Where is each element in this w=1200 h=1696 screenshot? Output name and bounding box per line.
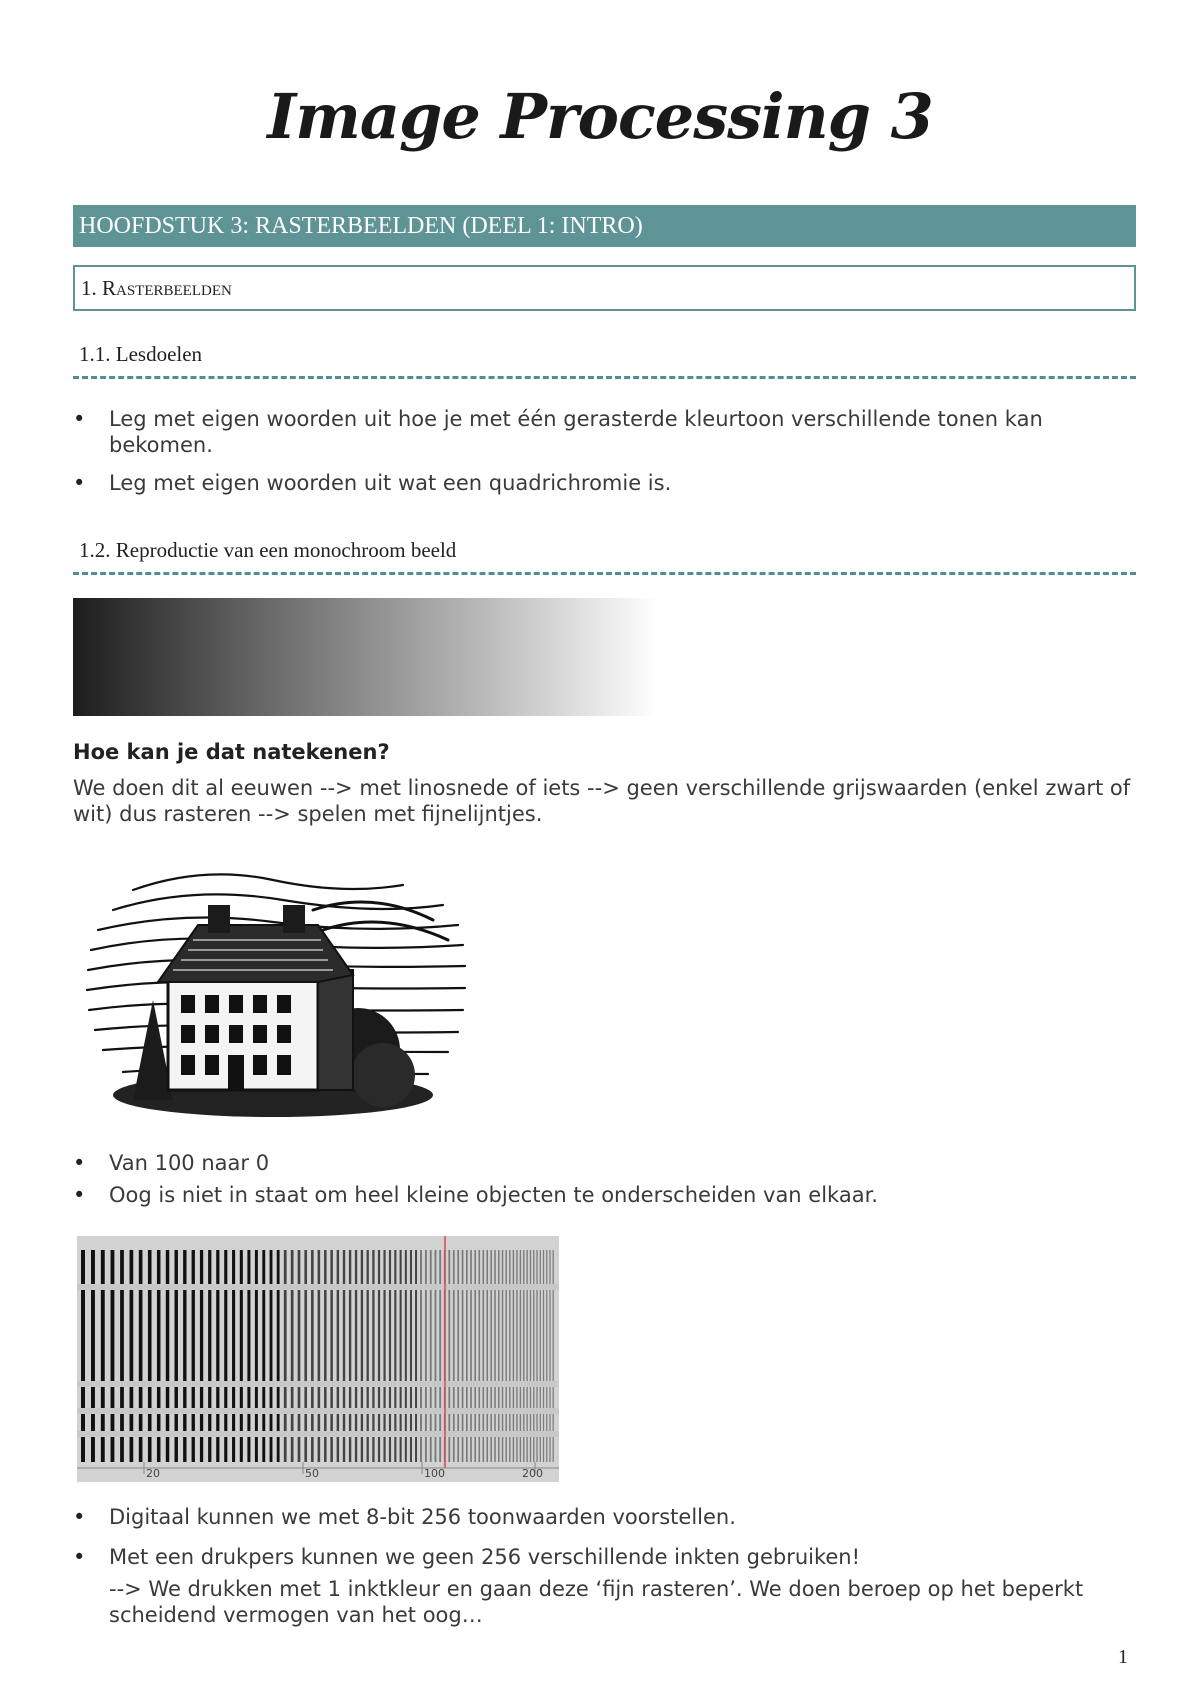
pattern-bar bbox=[457, 1250, 459, 1462]
pattern-bar bbox=[372, 1250, 374, 1462]
list-item bbox=[73, 470, 1136, 496]
list-item bbox=[73, 1544, 1136, 1628]
tick-label: 20 bbox=[146, 1467, 160, 1480]
pattern-bar bbox=[420, 1250, 422, 1462]
pattern-bar bbox=[240, 1250, 243, 1462]
pattern-bar bbox=[478, 1250, 480, 1462]
pattern-bar bbox=[318, 1250, 321, 1462]
list-item-text: Leg met eigen woorden uit wat een quadrichromie is. bbox=[109, 471, 672, 495]
question-heading: Hoe kan je dat natekenen? bbox=[73, 740, 390, 764]
engraving-house-illustration bbox=[73, 850, 473, 1135]
pattern-bar bbox=[516, 1250, 517, 1462]
pattern-bar bbox=[494, 1250, 496, 1462]
pattern-bar bbox=[216, 1250, 219, 1462]
pattern-bar bbox=[200, 1250, 203, 1462]
goals-list bbox=[73, 406, 1136, 496]
pattern-bar bbox=[284, 1250, 287, 1462]
pattern-bar bbox=[166, 1250, 169, 1462]
list-item bbox=[73, 1150, 1136, 1176]
pattern-bar bbox=[383, 1250, 385, 1462]
pattern-bar bbox=[540, 1250, 541, 1462]
pattern-bar bbox=[400, 1250, 402, 1462]
pattern-bar bbox=[270, 1250, 273, 1462]
pattern-bar bbox=[291, 1250, 294, 1462]
list-item bbox=[73, 1182, 1136, 1208]
pattern-bar bbox=[394, 1250, 396, 1462]
resolution-test-chart bbox=[77, 1236, 559, 1482]
subsection-heading-lesdoelen: 1.1. Lesdoelen bbox=[79, 342, 203, 366]
pattern-bar bbox=[410, 1250, 412, 1462]
pattern-bar bbox=[523, 1250, 524, 1462]
pattern-bar bbox=[101, 1250, 105, 1462]
pattern-bar bbox=[157, 1250, 161, 1462]
subsection-heading-reproductie: 1.2. Reproductie van een monochroom beeld bbox=[79, 538, 457, 562]
pattern-bar bbox=[462, 1250, 464, 1462]
pattern-bar bbox=[498, 1250, 499, 1462]
pattern-bar bbox=[324, 1250, 327, 1462]
pattern-bar bbox=[361, 1250, 363, 1462]
pattern-bar bbox=[490, 1250, 492, 1462]
pattern-bar bbox=[553, 1250, 554, 1462]
tick-label: 200 bbox=[522, 1467, 543, 1480]
pattern-bar bbox=[389, 1250, 391, 1462]
pattern-bar bbox=[435, 1250, 437, 1462]
pattern-bar bbox=[130, 1250, 134, 1462]
pattern-bar bbox=[509, 1250, 510, 1462]
list-item-text: Met een drukpers kunnen we geen 256 verschillende inkten gebruiken! bbox=[109, 1545, 861, 1569]
list-item-continuation: --> We drukken met 1 inktkleur en gaan deze ‘fijn rasteren’. We doen beroep op het beperkt scheidend vermogen van het oog… bbox=[109, 1577, 1084, 1627]
pattern-bar bbox=[255, 1250, 258, 1462]
page-title: Image Processing 3 bbox=[267, 80, 933, 153]
list-item-text: Oog is niet in staat om heel kleine objecten te onderscheiden van elkaar. bbox=[109, 1183, 878, 1207]
pattern-bar bbox=[139, 1250, 143, 1462]
bullet-icon: • bbox=[73, 1505, 86, 1529]
pattern-bar bbox=[277, 1250, 280, 1462]
pattern-bar bbox=[470, 1250, 472, 1462]
pattern-bar bbox=[549, 1250, 550, 1462]
pattern-bar bbox=[530, 1250, 531, 1462]
pattern-bar bbox=[148, 1250, 152, 1462]
bullet-icon: • bbox=[73, 471, 86, 495]
page-number: 1 bbox=[1118, 1646, 1128, 1668]
pattern-bar bbox=[505, 1250, 506, 1462]
pattern-bar bbox=[81, 1250, 85, 1462]
pattern-bar bbox=[175, 1250, 178, 1462]
pattern-bar bbox=[120, 1250, 124, 1462]
pattern-bar bbox=[543, 1250, 544, 1462]
pattern-bar bbox=[91, 1250, 95, 1462]
pattern-bar bbox=[425, 1250, 427, 1462]
pattern-bar bbox=[430, 1250, 432, 1462]
pattern-bar bbox=[502, 1250, 503, 1462]
pattern-bar bbox=[311, 1250, 314, 1462]
grayscale-gradient bbox=[73, 598, 658, 716]
pattern-bar bbox=[232, 1250, 235, 1462]
bullet-icon: • bbox=[73, 1183, 86, 1207]
pattern-bar bbox=[466, 1250, 468, 1462]
pattern-bar bbox=[378, 1250, 380, 1462]
pattern-bar bbox=[453, 1250, 455, 1462]
pattern-bar bbox=[483, 1250, 485, 1462]
bullet-icon: • bbox=[73, 1151, 86, 1175]
list-item bbox=[73, 1504, 1136, 1530]
pattern-bar bbox=[513, 1250, 514, 1462]
pattern-bar bbox=[298, 1250, 301, 1462]
tick-label: 100 bbox=[424, 1467, 445, 1480]
pattern-bar bbox=[546, 1250, 547, 1462]
body-paragraph: We doen dit al eeuwen --> met linosnede of iets --> geen verschillende grijswaarden (enkel zwart of wit) dus rasteren --> spelen met fijnelijntjes. bbox=[73, 776, 1131, 826]
pattern-bar bbox=[208, 1250, 211, 1462]
pattern-bar bbox=[262, 1250, 265, 1462]
pattern-bar bbox=[536, 1250, 537, 1462]
tick-label: 50 bbox=[305, 1467, 319, 1480]
pattern-bar bbox=[474, 1250, 476, 1462]
list-item bbox=[73, 406, 1136, 458]
list-item-text: Digitaal kunnen we met 8-bit 256 toonwaarden voorstellen. bbox=[109, 1505, 736, 1529]
pattern-bar bbox=[448, 1250, 450, 1462]
pattern-bar bbox=[486, 1250, 488, 1462]
pattern-bar bbox=[520, 1250, 521, 1462]
pattern-bar bbox=[343, 1250, 345, 1462]
pattern-bar bbox=[247, 1250, 250, 1462]
pattern-bar bbox=[533, 1250, 534, 1462]
bullet-icon: • bbox=[73, 407, 86, 431]
list-item-text: Van 100 naar 0 bbox=[109, 1151, 270, 1175]
chapter-heading: HOOFDSTUK 3: RASTERBEELDEN (DEEL 1: INTRO) bbox=[73, 205, 1136, 247]
bullet-icon: • bbox=[73, 1545, 86, 1569]
dashed-divider bbox=[73, 572, 1136, 575]
pattern-bar bbox=[304, 1250, 307, 1462]
digital-list bbox=[73, 1504, 1136, 1628]
pattern-bar bbox=[111, 1250, 115, 1462]
pattern-bar bbox=[224, 1250, 227, 1462]
dashed-divider bbox=[73, 376, 1136, 379]
pattern-bar bbox=[349, 1250, 351, 1462]
pattern-bar bbox=[183, 1250, 186, 1462]
pattern-bar bbox=[405, 1250, 407, 1462]
pattern-bar bbox=[337, 1250, 339, 1462]
pattern-bar bbox=[439, 1250, 441, 1462]
pattern-bar bbox=[367, 1250, 369, 1462]
pattern-bar bbox=[330, 1250, 333, 1462]
observation-list bbox=[73, 1150, 1136, 1208]
section-heading: 1. Rasterbeelden bbox=[73, 265, 1136, 311]
pattern-bar bbox=[526, 1250, 527, 1462]
list-item-text: Leg met eigen woorden uit hoe je met één gerasterde kleurtoon verschillende tonen kan bekomen. bbox=[109, 407, 1043, 457]
pattern-bar bbox=[355, 1250, 357, 1462]
pattern-bar bbox=[192, 1250, 195, 1462]
pattern-bar bbox=[415, 1250, 417, 1462]
